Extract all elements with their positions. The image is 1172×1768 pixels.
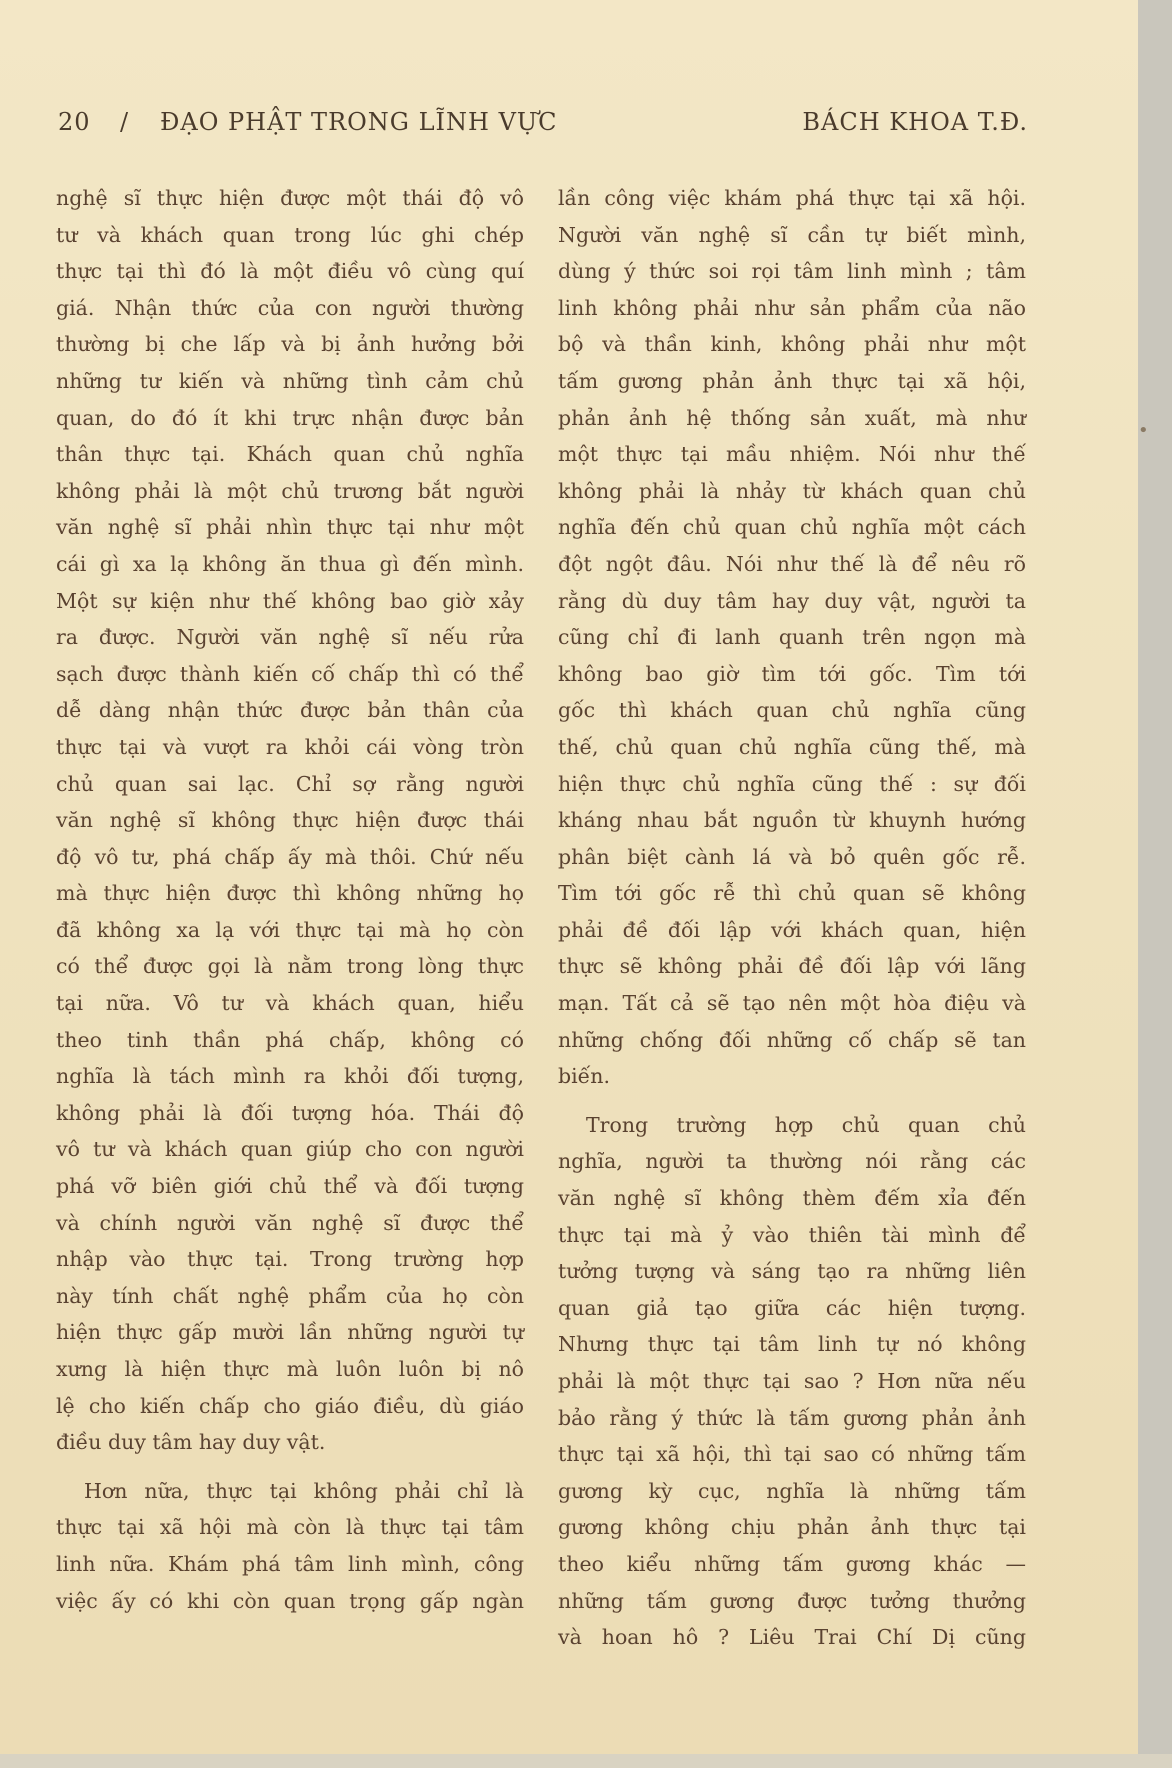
- text-line: văn nghệ sĩ phải nhìn thực tại như một: [56, 515, 524, 540]
- text-line: hiện thực chủ nghĩa cũng thế : sự đối: [558, 771, 1026, 796]
- text-line: có thể được gọi là nằm trong lòng thực: [56, 954, 524, 979]
- text-line: sạch được thành kiến cố chấp thì có thể: [56, 661, 524, 686]
- text-line: thực tại mà ỷ vào thiên tài mình để: [558, 1222, 1026, 1247]
- text-line: này tính chất nghệ phẩm của họ còn: [56, 1283, 524, 1308]
- text-line: gương kỳ cục, nghĩa là những tấm: [558, 1478, 1026, 1503]
- text-line: thực tại và vượt ra khỏi cái vòng tròn: [56, 734, 524, 759]
- text-line: dùng ý thức soi rọi tâm linh mình ; tâm: [558, 259, 1026, 284]
- text-line: nghệ sĩ thực hiện được một thái độ vô: [56, 186, 524, 210]
- text-line: mà thực hiện được thì không những họ: [56, 881, 524, 906]
- margin-dot: •: [1138, 420, 1149, 441]
- text-line: phải là một thực tại sao ? Hơn nữa nếu: [558, 1369, 1026, 1393]
- text-line: lần công việc khám phá thực tại xã hội.: [558, 186, 1026, 210]
- text-line: đã không xa lạ với thực tại mà họ còn: [56, 917, 524, 942]
- text-line: tại nữa. Vô tư và khách quan, hiểu: [56, 991, 524, 1016]
- text-line: văn nghệ sĩ không thực hiện được thái: [56, 808, 524, 833]
- page-number: 20: [58, 108, 91, 136]
- text-line: nghĩa đến chủ quan chủ nghĩa một cách: [558, 515, 1026, 540]
- text-line: biến.: [558, 1064, 611, 1089]
- text-line: tưởng tượng và sáng tạo ra những liên: [558, 1259, 1026, 1284]
- text-line: vô tư và khách quan giúp cho con người: [56, 1137, 524, 1162]
- text-line: thực tại xã hội mà còn là thực tại tâm: [56, 1515, 524, 1540]
- text-line: theo kiểu những tấm gương khác —: [558, 1551, 1026, 1576]
- paragraph-gap: [56, 1461, 524, 1473]
- text-line: phản ảnh hệ thống sản xuất, mà như: [558, 405, 1026, 430]
- left-column: [56, 180, 524, 1619]
- header-separator: /: [120, 108, 130, 136]
- text-line: thân thực tại. Khách quan chủ nghĩa: [56, 442, 524, 467]
- text-line: Một sự kiện như thế không bao giờ xảy: [56, 588, 524, 613]
- text-line: thực tại xã hội, thì tại sao có những tấm: [558, 1442, 1026, 1467]
- text-line: chủ quan sai lạc. Chỉ sợ rằng người: [56, 771, 524, 796]
- text-line: linh không phải như sản phẩm của não: [558, 295, 1026, 320]
- text-line: phá vỡ biên giới chủ thể và đối tượng: [56, 1174, 524, 1199]
- text-line: ra được. Người văn nghệ sĩ nếu rửa: [56, 625, 524, 650]
- page-edge-right: [1138, 0, 1172, 1768]
- text-line: xưng là hiện thực mà luôn luôn bị nô: [56, 1357, 524, 1381]
- text-line: phân biệt cành lá và bỏ quên gốc rễ.: [558, 844, 1026, 869]
- text-line: văn nghệ sĩ không thèm đếm xỉa đến: [558, 1186, 1026, 1211]
- text-line: giá. Nhận thức của con người thường: [56, 295, 524, 320]
- text-line: không phải là một chủ trương bắt người: [56, 478, 524, 503]
- text-line: Người văn nghệ sĩ cần tự biết mình,: [558, 222, 1026, 247]
- text-line: linh nữa. Khám phá tâm linh mình, công: [56, 1551, 524, 1576]
- text-line: gương không chịu phản ảnh thực tại: [558, 1515, 1026, 1540]
- text-line: Tìm tới gốc rễ thì chủ quan sẽ không: [558, 881, 1026, 906]
- text-line: quan giả tạo giữa các hiện tượng.: [558, 1295, 1026, 1320]
- text-line: đột ngột đâu. Nói như thế là để nêu rõ: [558, 551, 1026, 576]
- text-line: nhập vào thực tại. Trong trường hợp: [56, 1247, 524, 1272]
- text-line: kháng nhau bắt nguồn từ khuynh hướng: [558, 808, 1026, 833]
- text-line: cái gì xa lạ không ăn thua gì đến mình.: [56, 551, 524, 576]
- text-line: gốc thì khách quan chủ nghĩa cũng: [558, 698, 1026, 723]
- header-title-left: ĐẠO PHẬT TRONG LĨNH VỰC: [160, 108, 558, 136]
- paragraph-gap: [558, 1095, 1026, 1107]
- text-line: điều duy tâm hay duy vật.: [56, 1430, 326, 1455]
- text-line: không phải là đối tượng hóa. Thái độ: [56, 1100, 524, 1125]
- text-line: cũng chỉ đi lanh quanh trên ngọn mà: [558, 625, 1026, 650]
- text-line: và hoan hô ? Liêu Trai Chí Dị cũng: [558, 1625, 1026, 1650]
- right-column: [558, 180, 1026, 1656]
- text-line: và chính người văn nghệ sĩ được thể: [56, 1210, 524, 1235]
- page-edge-bottom: [0, 1754, 1172, 1768]
- text-line: Hơn nữa, thực tại không phải chỉ là: [84, 1478, 524, 1503]
- text-line: tư và khách quan trong lúc ghi chép: [56, 222, 524, 247]
- text-line: bảo rằng ý thức là tấm gương phản ảnh: [558, 1405, 1026, 1430]
- text-line: mạn. Tất cả sẽ tạo nên một hòa điệu và: [558, 991, 1026, 1016]
- text-line: lệ cho kiến chấp cho giáo điều, dù giáo: [56, 1393, 524, 1418]
- text-line: nghĩa là tách mình ra khỏi đối tượng,: [56, 1064, 524, 1089]
- text-line: độ vô tư, phá chấp ấy mà thôi. Chứ nếu: [56, 844, 524, 869]
- text-line: quan, do đó ít khi trực nhận được bản: [56, 405, 524, 430]
- text-line: theo tinh thần phá chấp, không có: [56, 1027, 524, 1052]
- text-line: phải đề đối lập với khách quan, hiện: [558, 917, 1026, 942]
- text-line: nghĩa, người ta thường nói rằng các: [558, 1149, 1026, 1174]
- running-header: [58, 108, 1028, 148]
- text-line: thế, chủ quan chủ nghĩa cũng thế, mà: [558, 734, 1026, 759]
- text-line: một thực tại mầu nhiệm. Nói như thế: [558, 442, 1026, 467]
- text-line: những tư kiến và những tình cảm chủ: [56, 368, 524, 393]
- text-line: dễ dàng nhận thức được bản thân của: [56, 698, 524, 723]
- text-line: không phải là nhảy từ khách quan chủ: [558, 478, 1026, 503]
- text-line: tấm gương phản ảnh thực tại xã hội,: [558, 368, 1026, 393]
- text-line: những chống đối những cố chấp sẽ tan: [558, 1027, 1026, 1052]
- text-line: việc ấy có khi còn quan trọng gấp ngàn: [56, 1588, 524, 1613]
- text-line: không bao giờ tìm tới gốc. Tìm tới: [558, 661, 1026, 686]
- text-line: Nhưng thực tại tâm linh tự nó không: [558, 1332, 1026, 1357]
- text-line: thực sẽ không phải đề đối lập với lãng: [558, 954, 1026, 979]
- text-line: hiện thực gấp mười lần những người tự: [56, 1320, 524, 1345]
- text-line: thực tại thì đó là một điều vô cùng quí: [56, 259, 524, 284]
- header-title-right: BÁCH KHOA T.Đ.: [802, 108, 1028, 136]
- text-line: Trong trường hợp chủ quan chủ: [586, 1112, 1026, 1137]
- text-line: những tấm gương được tưởng thưởng: [558, 1588, 1026, 1613]
- text-line: thường bị che lấp và bị ảnh hưởng bởi: [56, 332, 524, 357]
- text-line: bộ và thần kinh, không phải như một: [558, 332, 1026, 357]
- text-line: rằng dù duy tâm hay duy vật, người ta: [558, 588, 1026, 613]
